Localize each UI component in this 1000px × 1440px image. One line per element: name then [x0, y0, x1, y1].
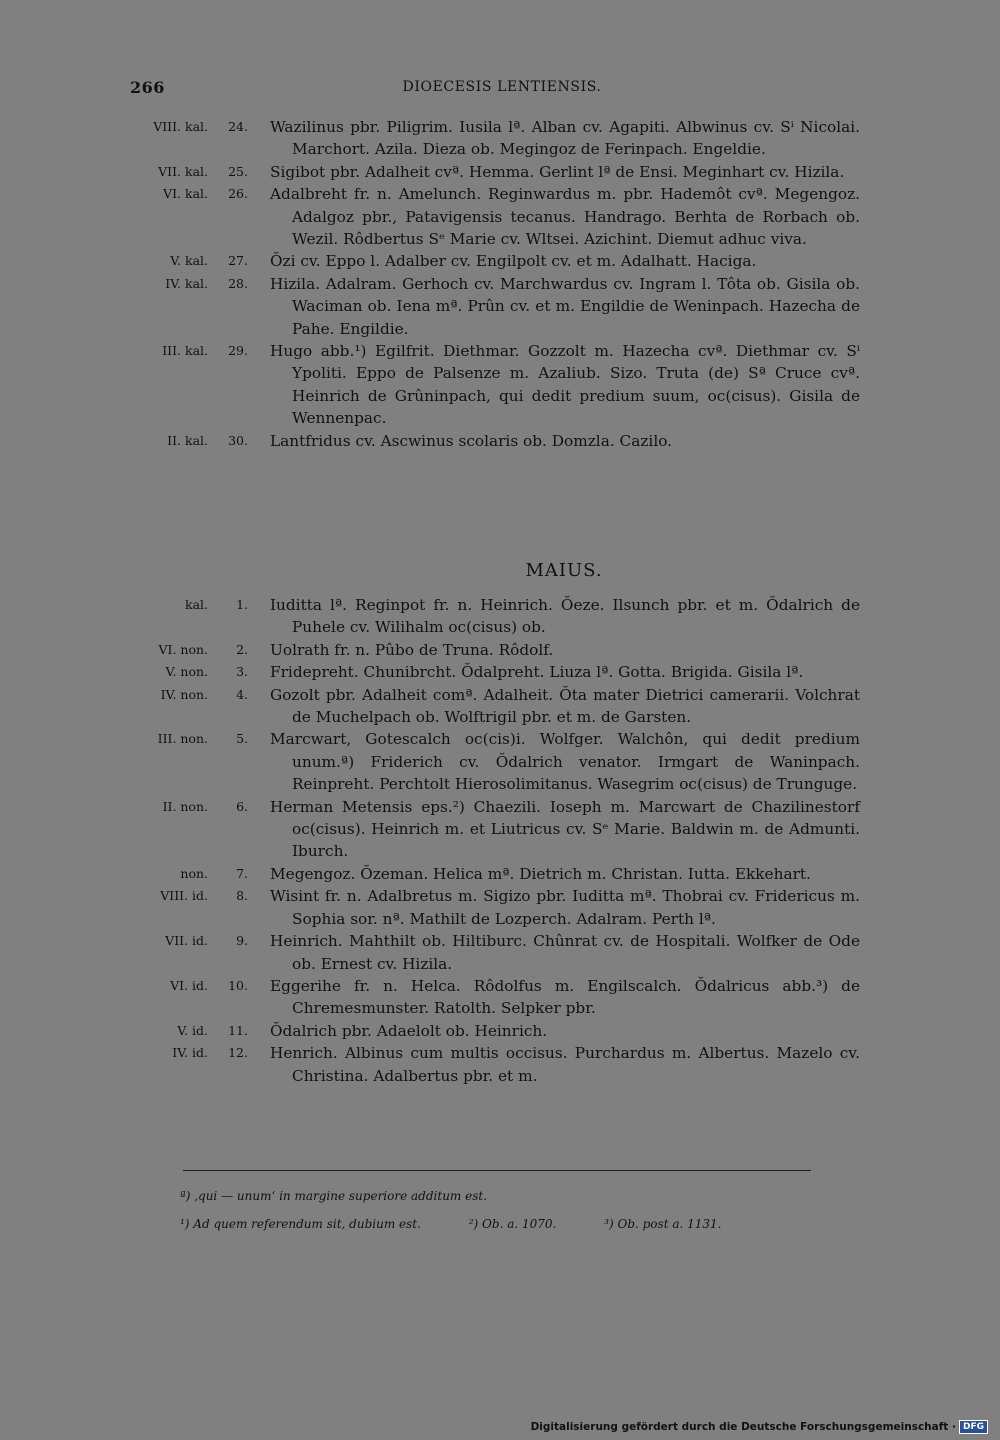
credit-text: Digitalisierung gefördert durch die Deutsche Forschungsgemeinschaft · [530, 1421, 956, 1433]
entry-day-number: 9. [236, 933, 248, 949]
entry-names: Wazilinus pbr. Piligrim. Iusila lª. Alban cv. Agapiti. Albwinus cv. Sⁱ Nicolai. Marchort. Azila. Dieza ob. Megingoz de Ferinpach. Engeldie. [270, 118, 860, 159]
page-number: 266 [130, 78, 165, 97]
calendar-entry [128, 273, 860, 340]
entry-names: Eggerihe fr. n. Helca. Rôdolfus m. Engilscalch. Ŏdalricus abb.³) de Chremesmunster. Ratolth. Selpker pbr. [270, 976, 860, 1018]
page-header [128, 78, 860, 100]
calendar-entry [128, 796, 860, 863]
entry-date: V. id. [177, 1022, 208, 1038]
entry-date: VII. kal. [158, 163, 208, 179]
entry-names: Iuditta lª. Reginpot fr. n. Heinrich. Ŏeze. Ilsunch pbr. et m. Ŏdalrich de Puhele cv. Wilihalm oc(cisus) ob. [270, 596, 860, 637]
entry-day-number: 8. [236, 888, 248, 904]
entry-date: IV. non. [160, 686, 208, 702]
calendar-entry [128, 340, 860, 430]
entry-day-number: 24. [228, 119, 248, 134]
footnote-line-a [180, 1186, 860, 1214]
entry-day-number: 26. [228, 186, 248, 202]
entry-names: Marcwart, Gotescalch oc(cis)i. Wolfger. Walchôn, qui dedit predium unum.ª) Friderich cv. Ŏdalrich venator. Irmgart de Waninpach. Reinpreht. Perchtolt Hierosolimitanus. Wasegrim oc(cisus) de Trunguge. [270, 730, 860, 794]
entry-day-number: 25. [228, 163, 248, 179]
entry-date: VI. id. [170, 977, 208, 993]
calendar-entry [128, 1020, 860, 1042]
entry-date: VIII. id. [160, 888, 208, 904]
entry-names: Lantfridus cv. Ascwinus scolaris ob. Domzla. Cazilo. [270, 431, 673, 450]
entry-date: V. kal. [170, 253, 208, 269]
entry-date: kal. [185, 597, 208, 612]
entry-day-number: 5. [236, 731, 248, 747]
entry-names: Uolrath fr. n. Pûbo de Truna. Rôdolf. [270, 640, 554, 659]
digitization-credit [531, 1420, 988, 1434]
footnote-3: ³) Ob. post a. 1131. [604, 1217, 722, 1231]
entry-day-number: 3. [236, 664, 248, 680]
entry-day-number: 12. [228, 1045, 248, 1061]
entry-date: non. [180, 865, 208, 881]
entry-day-number: 30. [228, 432, 248, 448]
entry-date: V. non. [165, 664, 208, 680]
entry-date: III. non. [157, 731, 208, 747]
footnote-2: ²) Ob. a. 1070. [468, 1217, 557, 1231]
entry-date: VI. non. [158, 641, 208, 657]
calendar-entry [128, 684, 860, 729]
may-entries [128, 594, 860, 1087]
entry-day-number: 10. [228, 977, 248, 993]
entry-date: VIII. kal. [153, 119, 208, 134]
calendar-entry [128, 661, 860, 683]
entry-names: Ŏzi cv. Eppo l. Adalber cv. Engilpolt cv. et m. Adalhatt. Haciga. [270, 252, 757, 271]
entry-date: II. kal. [167, 432, 208, 448]
footnote-a: ª) ‚qui — unum‘ in margine superiore additum est. [180, 1189, 488, 1203]
section-title: MAIUS. [525, 560, 603, 581]
entry-day-number: 27. [228, 253, 248, 269]
entry-names: Hugo abb.¹) Egilfrit. Diethmar. Gozzolt m. Hazecha cvª. Diethmar cv. Sⁱ Ypoliti. Eppo de Palsenze m. Azaliub. Sizo. Truta (de) Sª Cruce cvª. Heinrich de Grûninpach, qui dedit predium suum, oc(cisus). Gisila de Wennenpac. [270, 342, 860, 428]
calendar-entry [128, 639, 860, 661]
calendar-entry [128, 430, 860, 452]
entry-date: VI. kal. [163, 186, 208, 202]
calendar-entry [128, 930, 860, 975]
entry-names: Gozolt pbr. Adalheit comª. Adalheit. Ŏta mater Dietrici camerarii. Volchrat de Muchelpach ob. Wolftrigil pbr. et m. de Garsten. [270, 685, 860, 727]
entry-names: Henrich. Albinus cum multis occisus. Purchardus m. Albertus. Mazelo cv. Christina. Adalbertus pbr. et m. [270, 1044, 860, 1085]
dfg-logo-icon: DFG [959, 1420, 988, 1434]
entry-date: IV. kal. [165, 275, 208, 291]
footnote-1: ¹) Ad quem referendum sit, dubium est. [180, 1217, 421, 1231]
entry-day-number: 4. [236, 686, 248, 702]
entry-day-number: 28. [228, 275, 248, 291]
entry-names: Adalbreht fr. n. Amelunch. Reginwardus m. pbr. Hademôt cvª. Megengoz. Adalgoz pbr., Patavigensis tecanus. Handrago. Berhta de Rorbach ob. Wezil. Rôdbertus Sᵉ Marie cv. Wltsei. Azichint. Diemut adhuc viva. [270, 185, 860, 249]
entry-day-number: 7. [236, 865, 248, 881]
calendar-entry [128, 1042, 860, 1087]
entry-names: Fridepreht. Chunibrcht. Ŏdalpreht. Liuza lª. Gotta. Brigida. Gisila lª. [270, 663, 804, 682]
footnote-rule [183, 1170, 811, 1171]
calendar-entry [128, 863, 860, 885]
april-entries [128, 116, 860, 452]
entry-day-number: 29. [228, 343, 248, 359]
entry-day-number: 1. [236, 597, 248, 612]
entry-names: Megengoz. Ŏzeman. Helica mª. Dietrich m. Christan. Iutta. Ekkehart. [270, 864, 811, 883]
entry-day-number: 11. [228, 1022, 248, 1038]
calendar-entry [128, 183, 860, 250]
entry-names: Sigibot pbr. Adalheit cvª. Hemma. Gerlint lª de Ensi. Meginhart cv. Hizila. [270, 162, 845, 181]
calendar-entry [128, 885, 860, 930]
may-section [128, 540, 860, 1087]
running-title: DIOECESIS LENTIENSIS. [402, 79, 602, 95]
entry-names: Wisint fr. n. Adalbretus m. Sigizo pbr. Iuditta mª. Thobrai cv. Fridericus m. Sophia sor. nª. Mathilt de Lozperch. Adalram. Perth lª. [270, 887, 860, 928]
calendar-entry [128, 728, 860, 795]
entry-date: II. non. [162, 798, 208, 814]
entry-names: Ŏdalrich pbr. Adaelolt ob. Heinrich. [270, 1021, 548, 1040]
calendar-entry [128, 161, 860, 183]
entry-date: IV. id. [172, 1045, 208, 1061]
calendar-entry [128, 116, 860, 161]
entry-date: III. kal. [162, 343, 208, 359]
calendar-entry [128, 594, 860, 639]
entry-names: Herman Metensis eps.²) Chaezili. Ioseph m. Marcwart de Chazilinestorf oc(cisus). Heinrich m. et Liutricus cv. Sᵉ Marie. Baldwin m. de Admunti. Iburch. [270, 797, 860, 861]
footnote-line-numbered [180, 1214, 860, 1242]
calendar-entry [128, 975, 860, 1020]
entry-day-number: 6. [236, 798, 248, 814]
entry-names: Heinrich. Mahthilt ob. Hiltiburc. Chûnrat cv. de Hospitali. Wolfker de Ode ob. Ernest cv. Hizila. [270, 932, 860, 973]
calendar-entry [128, 250, 860, 272]
entry-date: VII. id. [165, 933, 208, 949]
footnotes [180, 1186, 860, 1242]
entry-names: Hizila. Adalram. Gerhoch cv. Marchwardus cv. Ingram l. Tôta ob. Gisila ob. Waciman ob. Iena mª. Prûn cv. et m. Engildie de Weninpach. Hazecha de Pahe. Engildie. [270, 274, 860, 338]
entry-day-number: 2. [236, 641, 248, 657]
